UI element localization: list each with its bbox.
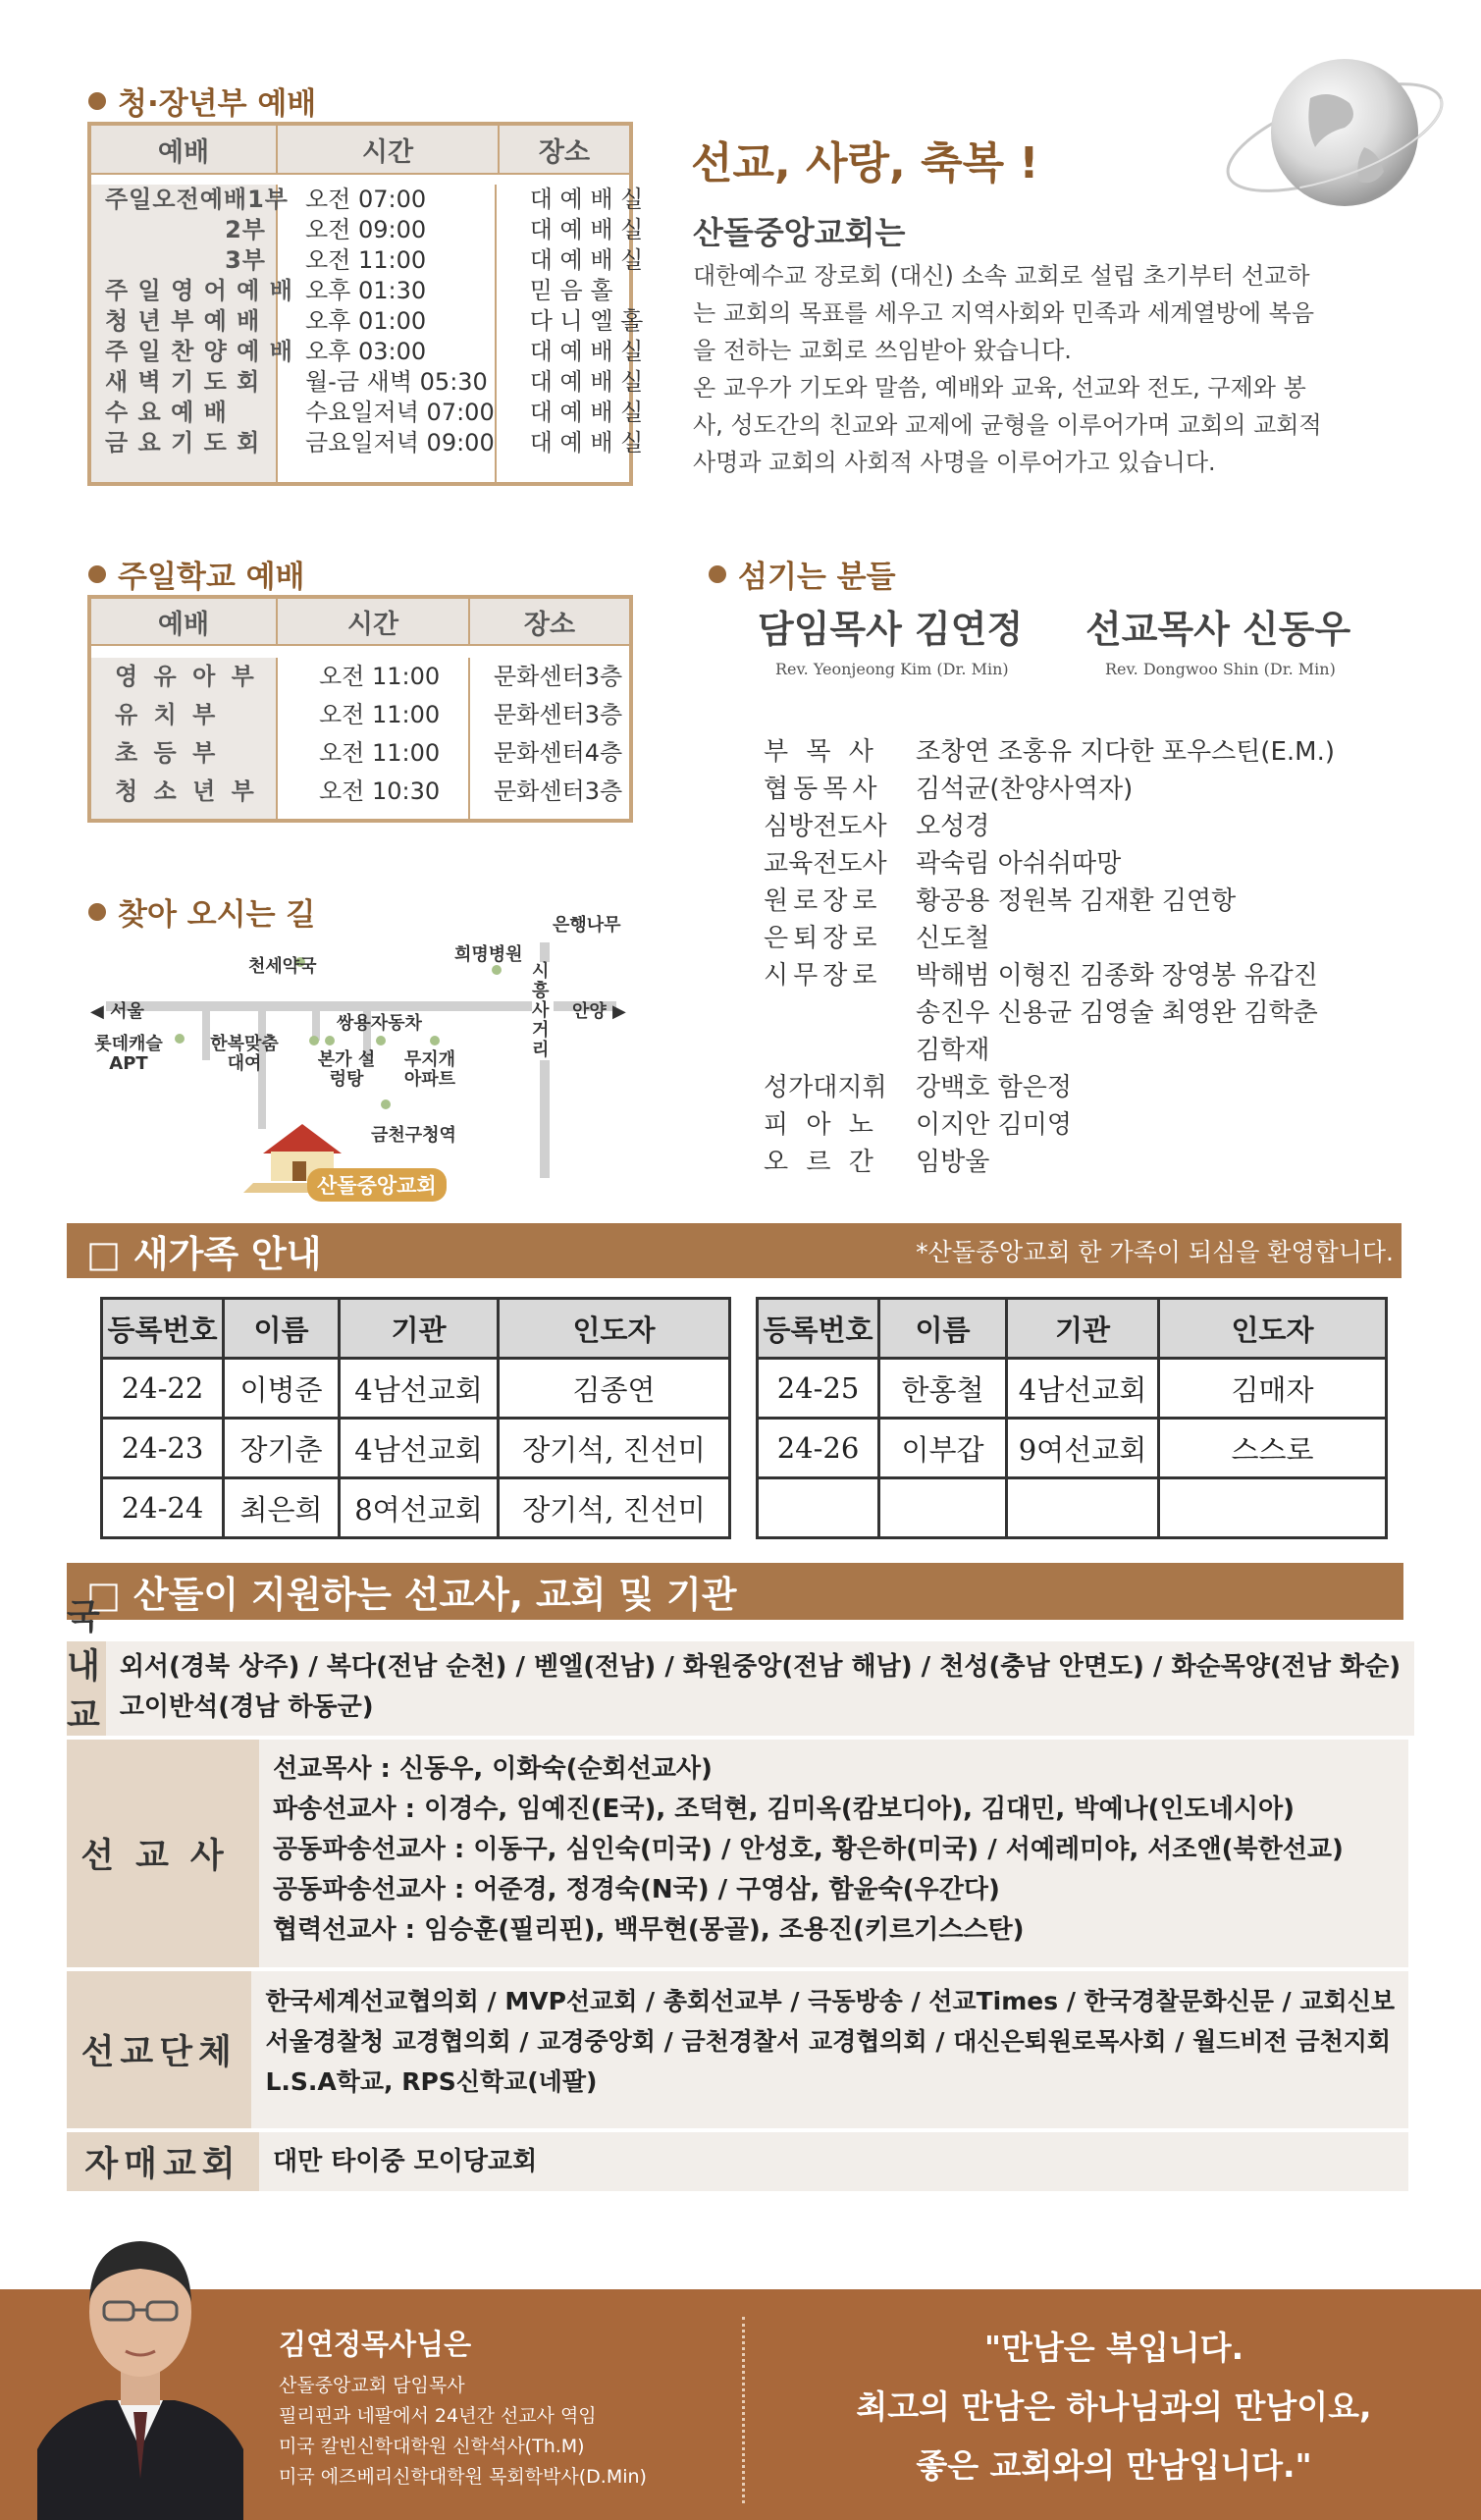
worship-time: 오전 11:00 (305, 246, 427, 274)
col-header: 이름 (879, 1299, 1007, 1359)
staff-role: 교육전도사 (764, 849, 887, 879)
col-header: 이름 (224, 1299, 340, 1359)
member-name: 이부갑 (879, 1419, 1007, 1478)
new-family-welcome: *산돌중앙교회 한 가족이 되심을 환영합니다. (916, 1238, 1394, 1266)
map-geumcheon-label: 금천구청역 (371, 1125, 456, 1146)
member-group (1007, 1478, 1159, 1538)
staff-row (764, 1144, 1392, 1181)
member-guide: 김종연 (499, 1359, 730, 1419)
staff-row (764, 920, 1392, 957)
worship-name: 주일오전예배1부 (105, 186, 289, 213)
staff-row (764, 994, 1392, 1032)
school-time: 오전 11:00 (319, 739, 441, 767)
table-row (102, 1478, 730, 1538)
sunday-school-header (91, 599, 629, 646)
bullet-icon (709, 565, 726, 583)
worship-section-title: 청·장년부 예배 (88, 79, 316, 123)
reg-number: 24-24 (102, 1478, 224, 1538)
pastor-photo (37, 2204, 243, 2520)
member-name (879, 1478, 1007, 1538)
mission-paragraph-1: 대한예수교 장로회 (대신) 소속 교회로 설립 초기부터 선교하는 교회의 목표를 세우고 지역사회와 민족과 세계열방에 복음을 전하는 교회로 쓰임받아 왔습니다. (693, 262, 1315, 364)
support-line: 파송선교사 : 이경수, 임예진(E국), 조덕현, 김미옥(캄보디아), 김대민, 박예나(인도네시아) (273, 1795, 1296, 1824)
pastor-1-english: Rev. Yeonjeong Kim (Dr. Min) (775, 660, 1009, 678)
footer-quote (775, 2319, 1453, 2495)
staff-role: 오 르 간 (764, 1148, 878, 1177)
school-place: 문화센터3층 (494, 701, 623, 728)
staff-role (764, 1032, 916, 1069)
worship-name: 수 요 예 배 (105, 399, 228, 426)
footer-divider (742, 2317, 745, 2503)
staff-role (764, 994, 916, 1032)
worship-time: 수요일저녁 07:00 (305, 399, 495, 426)
staff-names: 박해범 이형진 김종화 장영봉 유갑진 (916, 961, 1318, 991)
support-line: 공동파송선교사 : 이동구, 심인숙(미국) / 안성호, 황은하(미국) / 서예레미야, 서조앤(북한선교) (273, 1835, 1344, 1864)
staff-role: 부 목 사 (764, 737, 878, 767)
header-place: 장소 (523, 609, 576, 640)
school-time: 오전 11:00 (319, 701, 441, 728)
support-line: 공동파송선교사 : 어준경, 정경숙(N국) / 구영삼, 함윤숙(우간다) (273, 1875, 1000, 1904)
member-name: 한홍철 (879, 1359, 1007, 1419)
school-dept: 청 소 년 부 (115, 777, 258, 805)
staff-names: 이지안 김미영 (916, 1110, 1072, 1140)
support-line: 선교목사 : 신동우, 이화숙(순회선교사) (273, 1754, 713, 1784)
worship-time: 월-금 새벽 05:30 (305, 368, 488, 396)
sunday-school-body (91, 646, 629, 819)
reg-number (758, 1478, 879, 1538)
header-time: 시간 (278, 599, 470, 644)
staff-names: 송진우 신용균 김영술 최영완 김학춘 (916, 998, 1318, 1028)
worship-place: 대 예 배 실 (529, 246, 644, 274)
quote-line: 좋은 교회와의 만남입니다." (916, 2446, 1312, 2485)
worship-time: 오후 01:30 (305, 277, 427, 304)
staff-names: 조창연 조홍유 지다한 포우스틴(E.M.) (916, 737, 1335, 767)
staff-names: 강백호 함은정 (916, 1073, 1072, 1102)
map-huimyeong-label: 희명병원 (454, 944, 523, 965)
staff-row (764, 808, 1392, 845)
worship-name: 청 년 부 예 배 (105, 307, 261, 335)
support-label: 내교 (67, 1641, 106, 1736)
mission-headline: 선교, 사랑, 축복 ! (691, 138, 1039, 188)
worship-place: 대 예 배 실 (529, 216, 644, 243)
member-group: 4남선교회 (340, 1419, 499, 1478)
pastor-1-name: 담임목사 김연정 (758, 607, 1024, 651)
worship-table-body (91, 175, 644, 482)
pastor-bio-line: 미국 칼빈신학대학원 신학석사(Th.M) (279, 2436, 585, 2457)
member-guide: 장기석, 진선미 (499, 1419, 730, 1478)
header-worship: 예배 (91, 599, 278, 644)
staff-names: 임방울 (916, 1148, 990, 1177)
support-row-sister (67, 2132, 1408, 2191)
reg-number: 24-26 (758, 1419, 879, 1478)
worship-place: 다 니 엘 홀 (529, 307, 644, 335)
school-place: 문화센터4층 (494, 739, 623, 767)
member-guide (1159, 1478, 1387, 1538)
member-name: 최은희 (224, 1478, 340, 1538)
support-line: 고이반석(경남 하동군) (119, 1692, 374, 1722)
worship-name: 금 요 기 도 회 (105, 429, 261, 456)
directions-map (86, 903, 646, 1217)
school-dept: 초 등 부 (115, 739, 220, 767)
worship-name: 새 벽 기 도 회 (105, 368, 261, 396)
support-line: L.S.A학교, RPS신학교(네팔) (265, 2067, 598, 2096)
support-line: 대만 타이중 모이당교회 (273, 2146, 538, 2176)
support-band (67, 1563, 1403, 1620)
bullet-icon (88, 92, 106, 110)
staff-role: 은퇴장로 (764, 924, 882, 953)
map-lotte-label: 롯데캐슬 APT (94, 1034, 163, 1074)
staff-role: 심방전도사 (764, 812, 887, 841)
support-line: 서울경찰청 교경협의회 / 교경중앙회 / 금천경찰서 교경협의회 / 대신은퇴원로목사회 / 월드비전 금천지회 (265, 2027, 1392, 2056)
new-family-title: □ 새가족 안내 (86, 1233, 322, 1275)
support-line: 협력선교사 : 임승훈(필리핀), 백무현(몽골), 조용진(키르기스스탄) (273, 1915, 1025, 1945)
member-name: 장기춘 (224, 1419, 340, 1478)
member-name: 이병준 (224, 1359, 340, 1419)
member-group: 9여선교회 (1007, 1419, 1159, 1478)
worship-name: 2부 (225, 216, 266, 243)
col-header: 기관 (340, 1299, 499, 1359)
member-guide: 장기석, 진선미 (499, 1478, 730, 1538)
table-header-row (102, 1299, 730, 1359)
support-row-domestic (67, 1641, 1408, 1736)
staff-role: 협동목사 (764, 775, 882, 804)
col-header: 등록번호 (102, 1299, 224, 1359)
worship-time: 오후 03:00 (305, 338, 427, 365)
support-content (259, 2132, 1408, 2191)
map-hanbok-label: 한복맞춤 대여 (210, 1034, 279, 1074)
pastor-bio-line: 필리핀과 네팔에서 24년간 선교사 역임 (279, 2405, 597, 2427)
staff-role: 시무장로 (764, 961, 882, 991)
table-header-row (758, 1299, 1387, 1359)
map-cheonse-label: 천세약국 (248, 956, 317, 977)
table-row (758, 1359, 1387, 1419)
staff-row (764, 1069, 1392, 1106)
mission-paragraph-2: 온 교우가 기도와 말씀, 예배와 교육, 선교와 전도, 구제와 봉사, 성도간의 친교와 교제에 균형을 이루어가며 교회의 교회적 사명과 교회의 사회적 사명을 이루어가고 있습니다. (693, 374, 1322, 476)
worship-time: 오후 01:00 (305, 307, 427, 335)
pastor-bio-name: 김연정목사님은 (279, 2328, 472, 2361)
new-family-table-right (756, 1297, 1388, 1539)
worship-table (87, 122, 644, 486)
worship-place: 대 예 배 실 (529, 338, 644, 365)
staff-names: 김석균(찬양사역자) (916, 775, 1134, 804)
bullet-icon (88, 565, 106, 583)
support-content (251, 1971, 1408, 2128)
support-line: 한국세계선교협의회 / MVP선교회 / 총회선교부 / 극동방송 / 선교Times / 한국경찰문화신문 / 교회신보 (265, 1987, 1395, 2015)
staff-row (764, 771, 1392, 808)
support-content (106, 1641, 1414, 1736)
worship-place: 대 예 배 실 (529, 429, 644, 456)
map-ssangyong-label: 쌍용자동차 (337, 1013, 422, 1034)
staff-role: 성가대지휘 (764, 1073, 887, 1102)
staff-names: 김학재 (916, 1036, 990, 1065)
support-label: 선교사 (67, 1740, 259, 1967)
table-row (102, 1359, 730, 1419)
school-place: 문화센터3층 (494, 663, 623, 690)
new-family-band (67, 1223, 1402, 1278)
staff-names: 곽숙림 아쉬쉬따망 (916, 849, 1122, 879)
directions-title: 찾아 오시는 길 (88, 889, 315, 934)
table-row (758, 1419, 1387, 1478)
school-time: 오전 10:30 (319, 777, 441, 805)
map-seoul-label: ◀ 서울 (90, 1001, 144, 1022)
col-header: 기관 (1007, 1299, 1159, 1359)
reg-number: 24-22 (102, 1359, 224, 1419)
map-eunhaeng-label: 은행나무 (553, 915, 621, 936)
sunday-school-table (87, 595, 633, 823)
quote-line: 최고의 만남은 하나님과의 만남이요, (856, 2387, 1372, 2426)
new-family-table-left (100, 1297, 731, 1539)
map-siheung-label: 시흥 사거리 (532, 962, 554, 1060)
staff-row (764, 733, 1392, 771)
member-guide: 스스로 (1159, 1419, 1387, 1478)
header-worship: 예배 (91, 126, 278, 173)
staff-names: 오성경 (916, 812, 990, 841)
header-time: 시간 (278, 126, 500, 173)
worship-place: 대 예 배 실 (529, 399, 644, 426)
staff-row (764, 957, 1392, 994)
col-header: 인도자 (1159, 1299, 1387, 1359)
support-title: □ 산돌이 지원하는 선교사, 교회 및 기관 (86, 1574, 737, 1616)
worship-name: 주 일 영 어 예 배 (105, 277, 293, 304)
col-header: 인도자 (499, 1299, 730, 1359)
reg-number: 24-23 (102, 1419, 224, 1478)
table-row (102, 1419, 730, 1478)
worship-time: 금요일저녁 09:00 (305, 429, 495, 456)
staff-row (764, 1032, 1392, 1069)
worship-place: 대 예 배 실 (529, 368, 644, 396)
map-anyang-label: 안양 ▶ (572, 1001, 626, 1022)
sunday-school-title: 주일학교 예배 (88, 552, 304, 596)
school-place: 문화센터3층 (494, 777, 623, 805)
pastor-2-name: 선교목사 신동우 (1085, 607, 1351, 651)
member-group: 4남선교회 (340, 1359, 499, 1419)
member-group: 8여선교회 (340, 1478, 499, 1538)
support-row-missionary (67, 1740, 1408, 1967)
col-header: 등록번호 (758, 1299, 879, 1359)
staff-title: 섬기는 분들 (709, 552, 896, 596)
staff-row (764, 1106, 1392, 1144)
worship-time: 오전 09:00 (305, 216, 427, 243)
member-group: 4남선교회 (1007, 1359, 1159, 1419)
worship-name: 주 일 찬 양 예 배 (105, 338, 293, 365)
staff-names: 황공용 정원복 김재환 김연항 (916, 886, 1237, 916)
staff-row (764, 883, 1392, 920)
pastor-bio-line: 산돌중앙교회 담임목사 (279, 2375, 465, 2396)
school-dept: 유 치 부 (115, 701, 220, 728)
support-line: 외서(경북 상주) / 복다(전남 순천) / 벧엘(전남) / 화원중앙(전남 해남) / 천성(충남 안면도) / 화순목양(전남 화순) (119, 1652, 1402, 1682)
worship-place: 믿 음 홀 (529, 277, 613, 304)
reg-number: 24-25 (758, 1359, 879, 1419)
staff-role: 원로장로 (764, 886, 882, 916)
worship-time: 오전 07:00 (305, 186, 427, 213)
worship-place: 대 예 배 실 (529, 186, 644, 213)
school-dept: 영 유 아 부 (115, 663, 258, 690)
staff-role: 피 아 노 (764, 1110, 878, 1140)
table-row (758, 1478, 1387, 1538)
worship-table-header (91, 126, 629, 175)
support-label: 자매교회 (67, 2132, 259, 2191)
support-content (259, 1740, 1408, 1967)
church-name: 산돌중앙교회는 (693, 214, 906, 251)
staff-row (764, 845, 1392, 883)
support-row-org (67, 1971, 1408, 2128)
pastor-bio-line: 미국 에즈베리신학대학원 목회학박사(D.Min) (279, 2466, 647, 2488)
pastor-bio (279, 2323, 647, 2493)
map-bonga-label: 본가 설렁탕 (317, 1049, 376, 1090)
worship-name: 3부 (225, 246, 266, 274)
school-time: 오전 11:00 (319, 663, 441, 690)
quote-line: "만남은 복입니다. (983, 2329, 1244, 2367)
header-place: 장소 (538, 136, 591, 168)
member-guide: 김매자 (1159, 1359, 1387, 1419)
staff-list (764, 733, 1392, 1181)
pastor-2-english: Rev. Dongwoo Shin (Dr. Min) (1105, 660, 1336, 678)
map-church-label: 산돌중앙교회 (307, 1168, 447, 1202)
globe-icon (1217, 39, 1453, 236)
support-label: 선교단체 (67, 1971, 251, 2128)
map-mujigae-label: 무지개 아파트 (403, 1049, 456, 1090)
staff-names: 신도철 (916, 924, 990, 953)
